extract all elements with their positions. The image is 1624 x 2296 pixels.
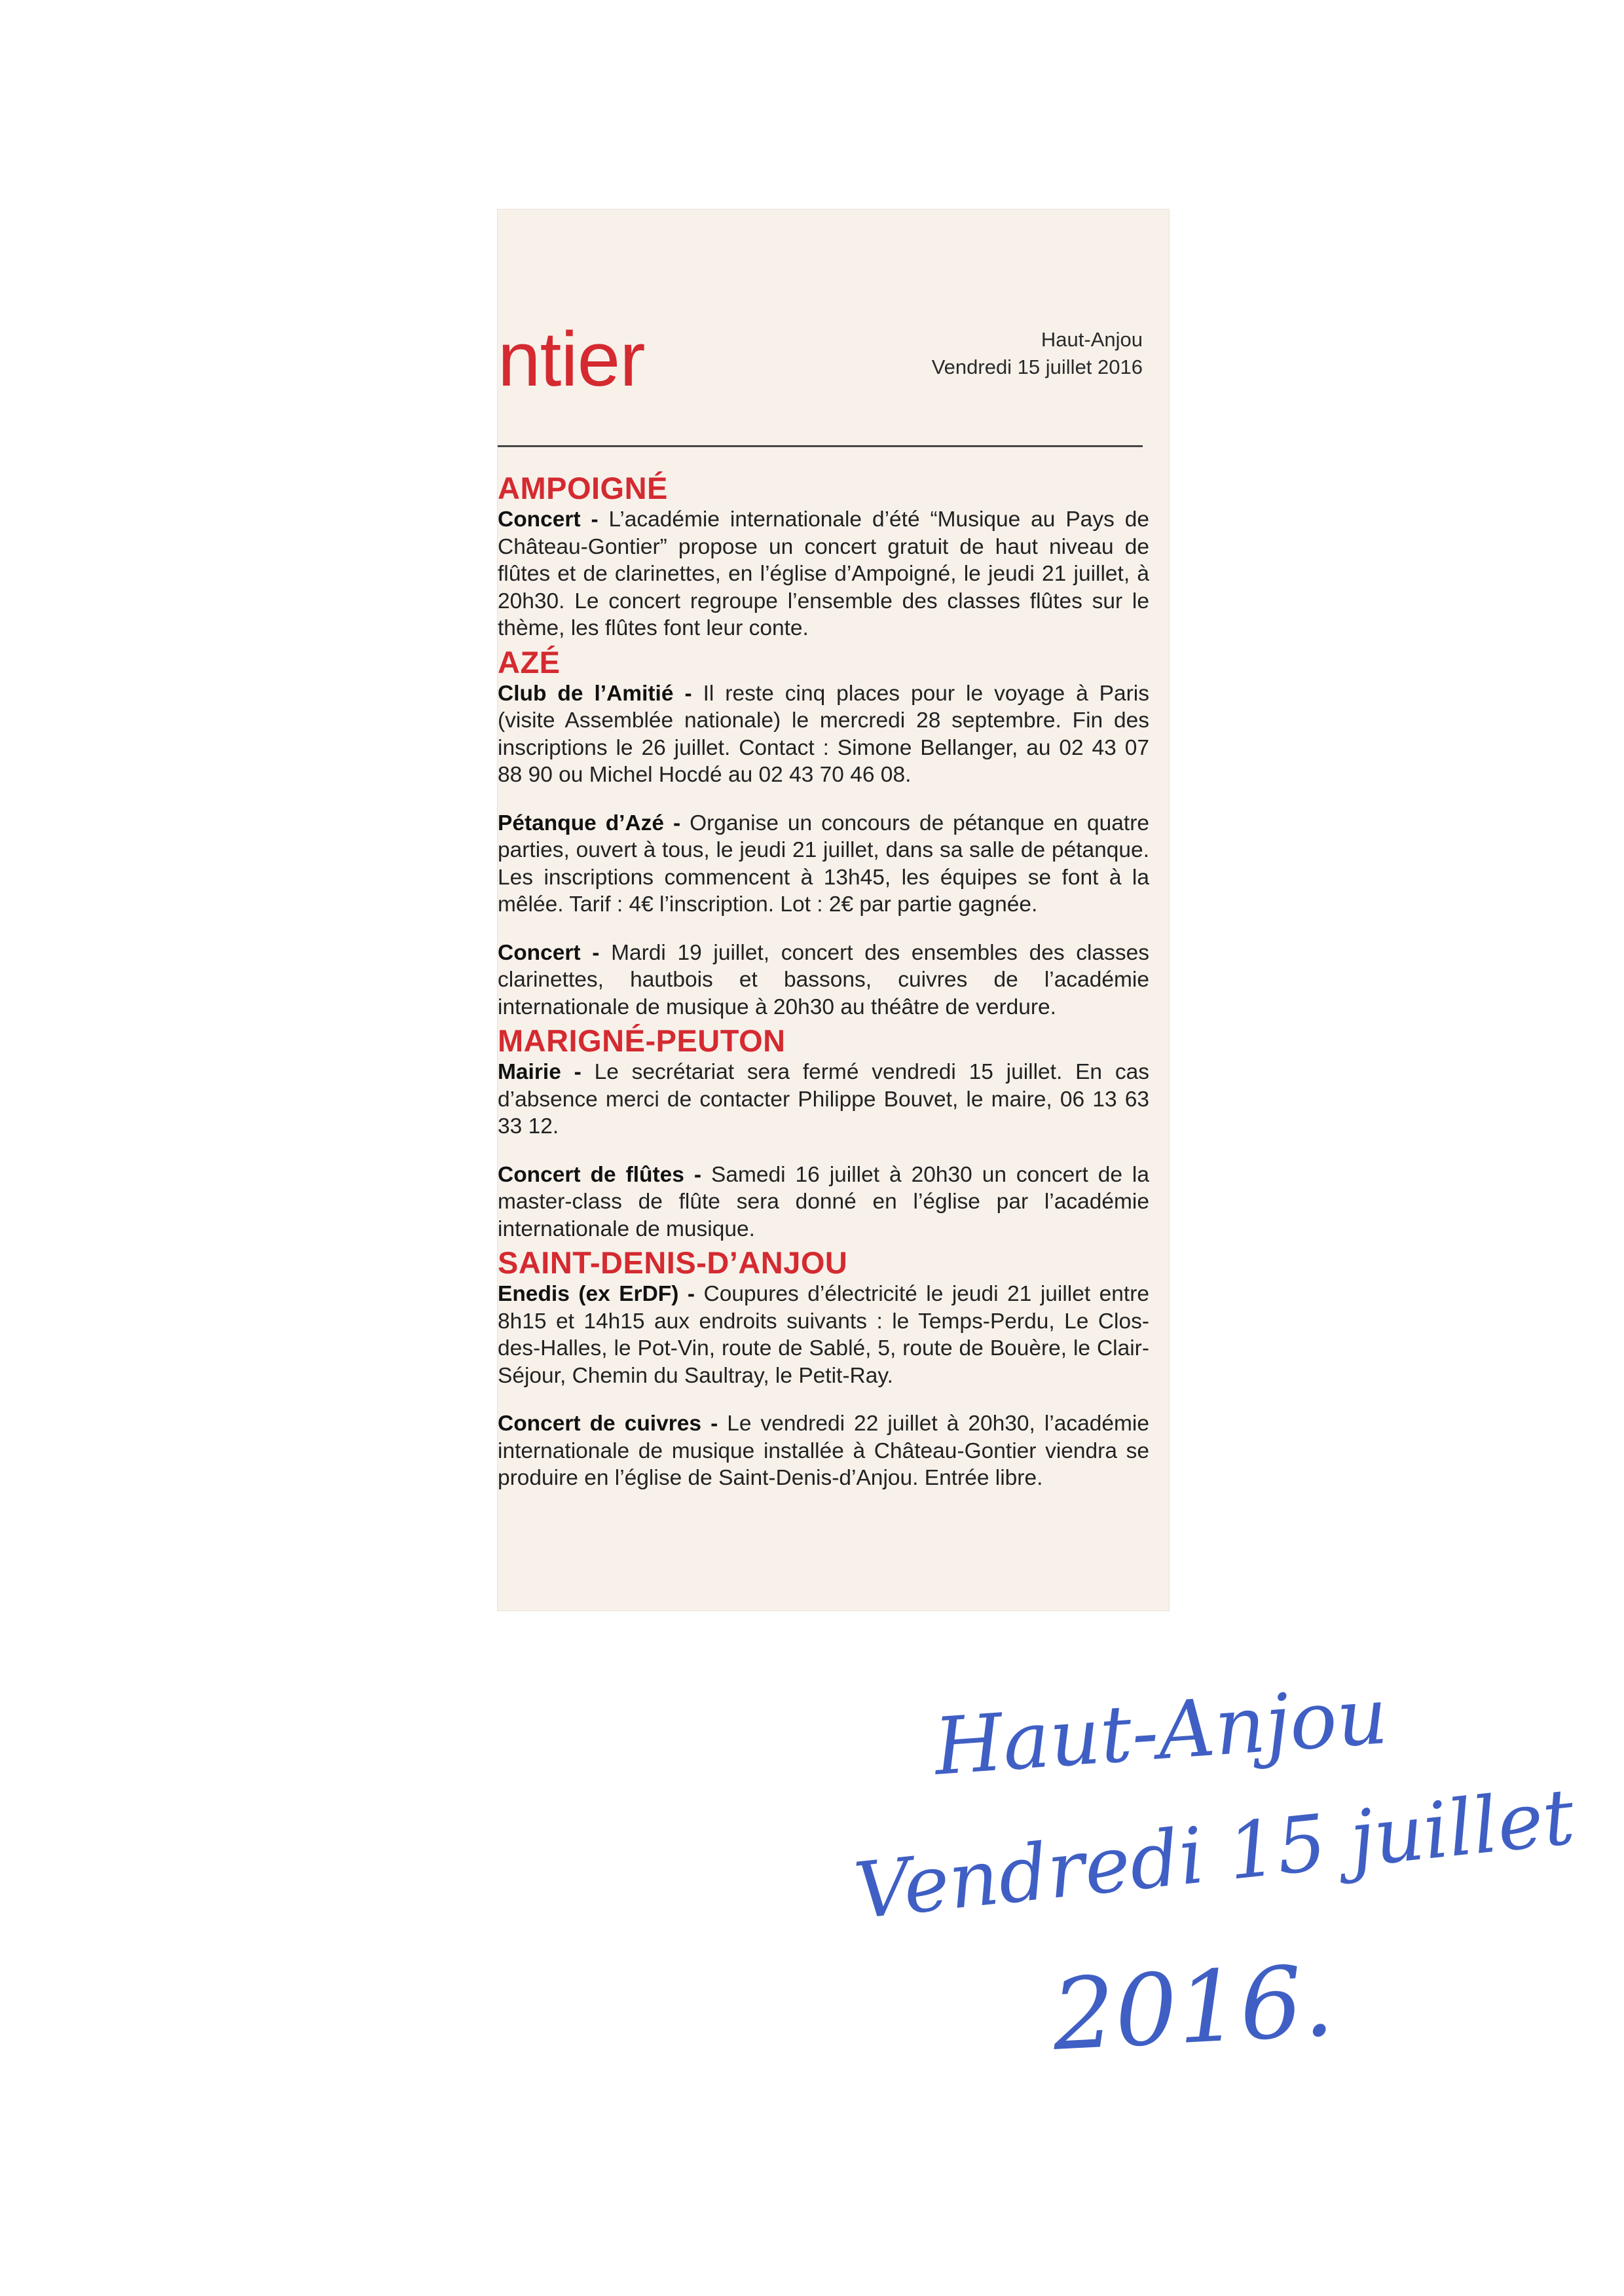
item-keyword: Concert - [498, 507, 609, 532]
news-item [498, 506, 1149, 642]
article-content [498, 468, 1149, 1492]
section-aze [498, 646, 1149, 1021]
news-item [498, 1161, 1149, 1243]
news-item [498, 810, 1149, 919]
handwritten-line: 2016. [1049, 1944, 1337, 2073]
item-text: Il reste cinq places pour le voyage à Paris (visite Assemblée nationale) le mercredi 28 septembre. Fin des inscriptions le 26 juillet. Contact : Simone Bellanger, au 02 43 07 88 90 ou Michel Hocdé au 02 43 70 46 08. [498, 681, 1149, 787]
section-title: AZÉ [498, 644, 561, 680]
handwritten-note [845, 1670, 1579, 2134]
item-keyword: Pétanque d’Azé - [498, 811, 690, 835]
section-title: SAINT-DENIS-D’ANJOU [498, 1245, 848, 1280]
item-keyword: Mairie - [498, 1060, 595, 1084]
news-item [498, 1410, 1149, 1492]
news-item [498, 1281, 1149, 1389]
section-title: MARIGNÉ-PEUTON [498, 1023, 786, 1058]
item-text: L’académie internationale d’été “Musique au Pays de Château-Gontier” propose un concert gratuit de haut niveau de flûtes et de clarinettes, en l’église d’Ampoigné, le jeudi 21 juillet, à 20h30. Le concert regroupe l’ensemble des classes flûtes sur le thème, les flûtes font leur conte. [498, 507, 1149, 640]
masthead-date: Vendredi 15 juillet 2016 [931, 355, 1143, 378]
item-keyword: Concert de cuivres - [498, 1412, 728, 1436]
section-title: AMPOIGNÉ [498, 471, 668, 505]
masthead-region: Haut-Anjou [1041, 328, 1143, 351]
item-keyword: Enedis (ex ErDF) - [498, 1282, 704, 1306]
newspaper-clipping [498, 210, 1169, 1611]
item-text: Le secrétariat sera fermé vendredi 15 juillet. En cas d’absence merci de contacter Philippe Bouvet, le maire, 06 13 63 33 12. [498, 1060, 1150, 1139]
section-marigne-peuton [498, 1025, 1149, 1243]
news-item [498, 939, 1149, 1021]
handwritten-line: Vendredi 15 juillet [850, 1771, 1579, 1937]
item-keyword: Concert de flûtes - [498, 1162, 711, 1187]
item-keyword: Club de l’Amitié - [498, 681, 703, 706]
handwritten-line: Haut-Anjou [931, 1670, 1391, 1793]
section-ampoigne [498, 472, 1149, 642]
item-text: Coupures d’électricité le jeudi 21 juillet entre 8h15 et 14h15 aux endroits suivants : le Temps-Perdu, Le Clos-des-Halles, le Pot-Vin, route de Sablé, 5, route de Bouère, le Clair-Séjour, Chemin du Saultray, le Petit-Ray. [498, 1282, 1149, 1388]
news-item [498, 680, 1149, 789]
item-keyword: Concert - [498, 940, 612, 965]
item-text: Mardi 19 juillet, concert des ensembles des classes clarinettes, hautbois et bassons, cuivres de l’académie internationale de musique à 20h30 au théâtre de verdure. [498, 940, 1149, 1019]
masthead [498, 316, 1156, 403]
item-text: Samedi 16 juillet à 20h30 un concert de la master-class de flûte sera donné en l’église par l’académie internationale de musique. [498, 1162, 1149, 1241]
news-item [498, 1059, 1149, 1140]
masthead-meta [932, 326, 1143, 381]
item-text: Organise un concours de pétanque en quatre parties, ouvert à tous, le jeudi 21 juillet, dans sa salle de pétanque. Les inscriptions commencent à 13h45, les équipes se font à la mêlée. Tarif : 4€ l’inscription. Lot : 2€ par partie gagnée. [498, 811, 1149, 917]
masthead-title: ntier [498, 316, 645, 403]
header-rule [498, 445, 1143, 447]
section-saint-denis-d-anjou [498, 1247, 1149, 1492]
item-text: Le vendredi 22 juillet à 20h30, l’académie internationale de musique installée à Château-Gontier viendra se produire en l’église de Saint-Denis-d’Anjou. Entrée libre. [498, 1412, 1149, 1490]
